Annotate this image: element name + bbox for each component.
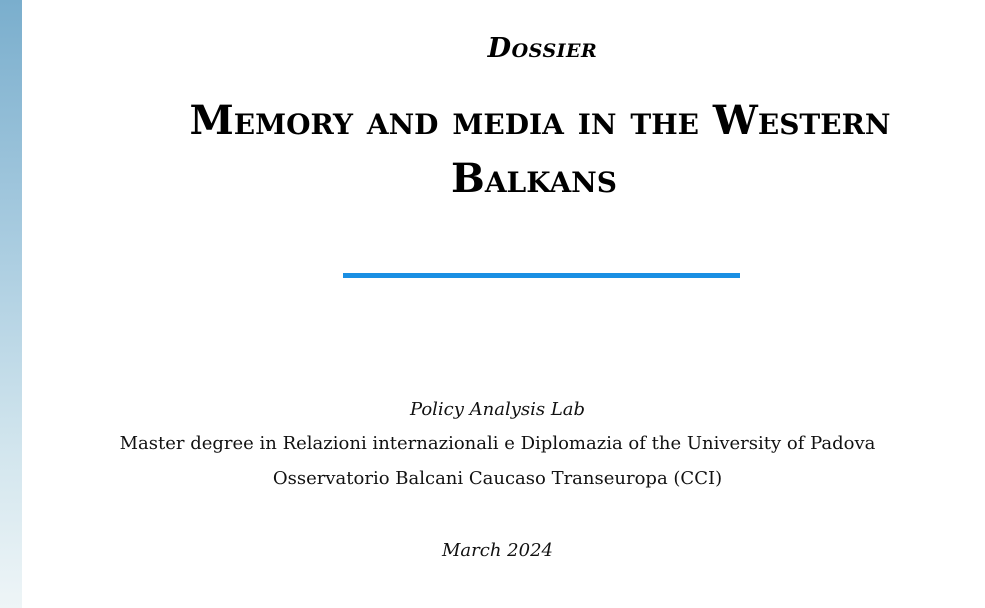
title-line-2: Balkans — [451, 155, 617, 202]
degree-affiliation: Master degree in Relazioni internazionali e Diplomazia of the University of Padova — [119, 433, 876, 454]
document-title — [0, 92, 985, 208]
publication-date: March 2024 — [442, 540, 553, 561]
observatory-affiliation: Osservatorio Balcani Caucaso Transeuropa (CCI) — [272, 468, 723, 489]
lab-name: Policy Analysis Lab — [409, 399, 586, 420]
title-line-1: Memory and media in the Western — [189, 97, 891, 144]
accent-divider — [343, 273, 740, 278]
dossier-label: Dossier — [487, 33, 598, 64]
